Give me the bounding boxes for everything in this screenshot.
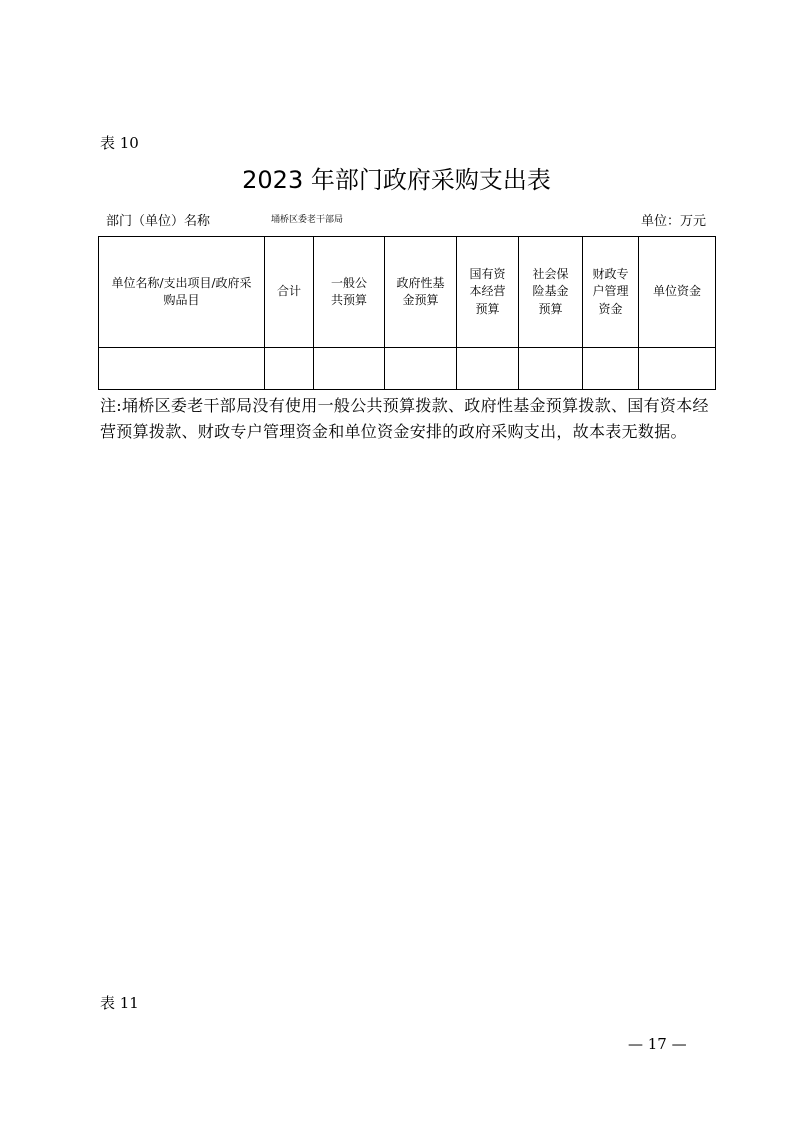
department-name: 埇桥区委老干部局 (271, 215, 344, 225)
header-general-budget: 一般公共预算 (314, 237, 385, 348)
table-cell (457, 348, 519, 390)
table-cell (583, 348, 639, 390)
table-cell (314, 348, 385, 390)
table-cell (385, 348, 457, 390)
header-gov-fund-budget: 政府性基金预算 (385, 237, 457, 348)
unit-label: 单位：万元 (640, 214, 706, 229)
table-cell (519, 348, 583, 390)
header-special-account-funds: 财政专户管理资金 (583, 237, 639, 348)
department-label: 部门（单位）名称 (106, 214, 211, 229)
page-number: — 17 — (628, 1035, 687, 1053)
header-social-insurance-budget: 社会保险基金预算 (519, 237, 583, 348)
table-row (99, 348, 716, 390)
table-note: 注:埇桥区委老干部局没有使用一般公共预算拨款、政府性基金预算拨款、国有资本经营预算拨款、财政专户管理资金和单位资金安排的政府采购支出，故本表无数据。 (100, 396, 709, 441)
header-unit-funds: 单位资金 (639, 237, 716, 348)
table-cell (639, 348, 716, 390)
procurement-table (98, 236, 716, 390)
table-cell (265, 348, 314, 390)
next-table-label: 表 11 (100, 994, 139, 1012)
table-label: 表 10 (100, 134, 139, 152)
table-header-row (99, 237, 716, 348)
header-total: 合计 (265, 237, 314, 348)
table-cell (99, 348, 265, 390)
header-state-capital-budget: 国有资本经营预算 (457, 237, 519, 348)
header-unit-name: 单位名称/支出项目/政府采购品目 (99, 237, 265, 348)
page-title: 2023 年部门政府采购支出表 (242, 166, 551, 194)
